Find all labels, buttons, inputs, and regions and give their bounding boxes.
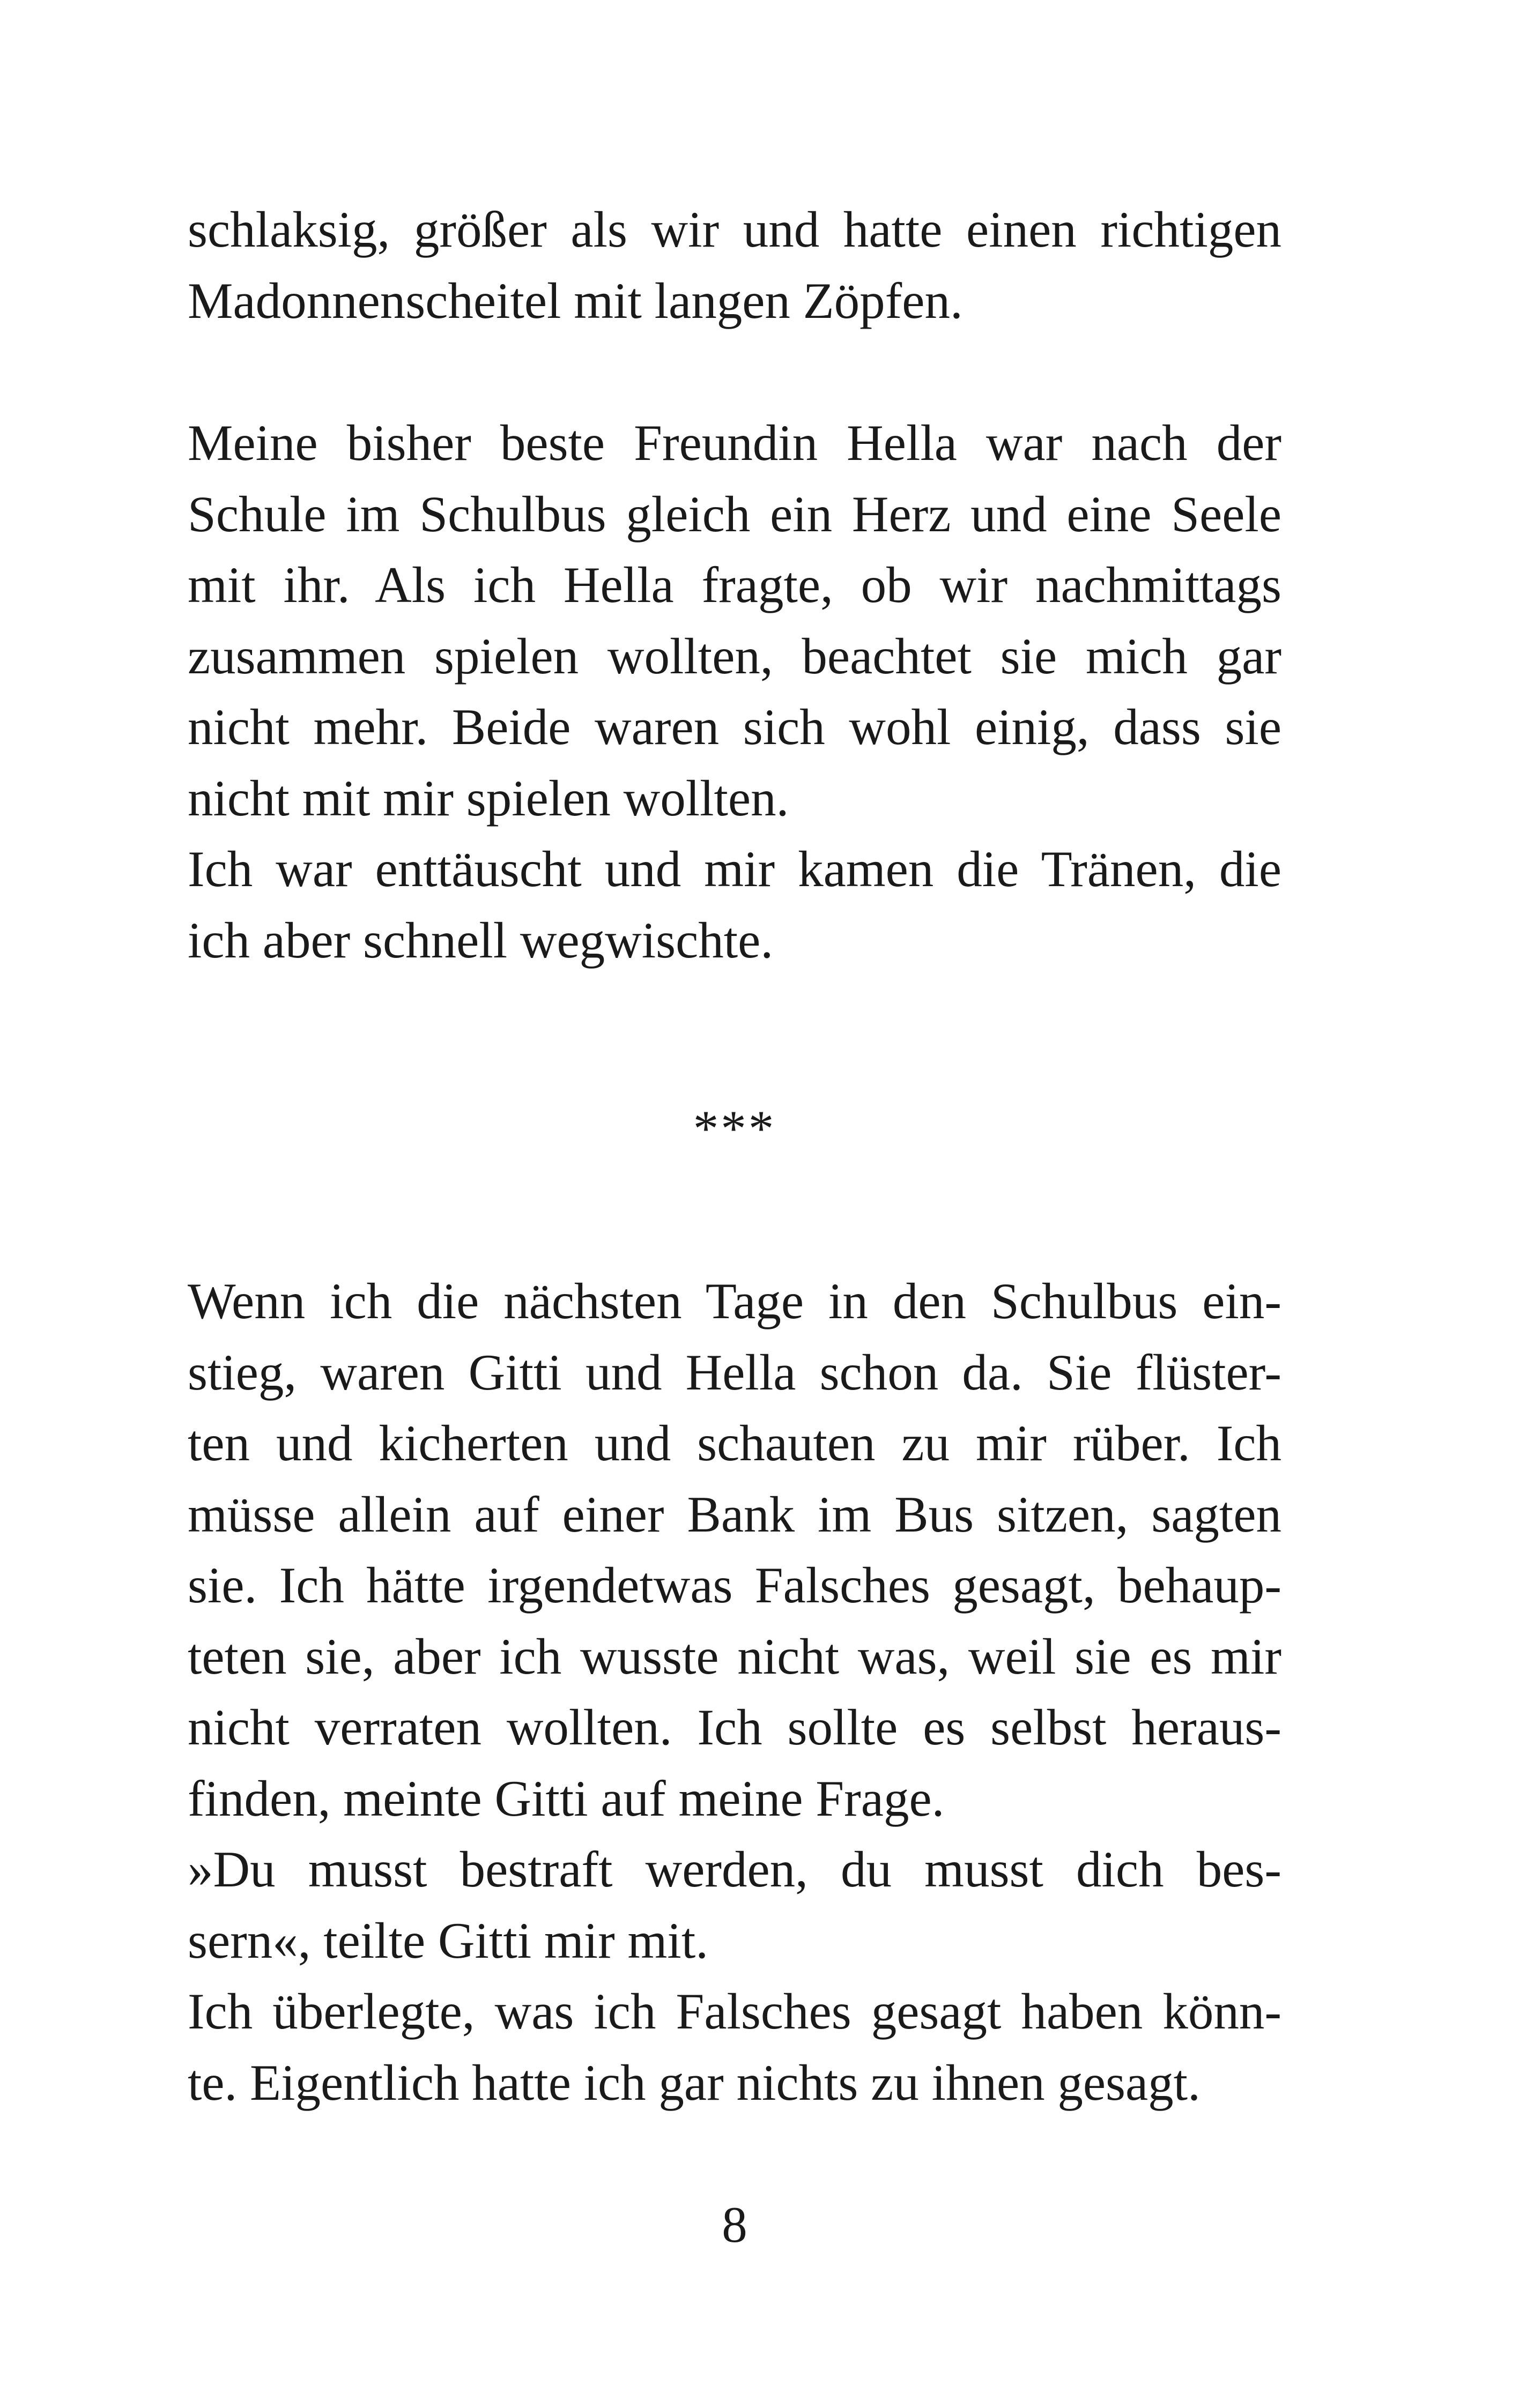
- text-line: te. Eigentlich hatte ich gar nichts zu ihnen gesagt.: [188, 2054, 1201, 2111]
- text-line: mit ihr. Als ich Hella fragte, ob wir nachmittags: [188, 556, 1281, 613]
- text-line: zusammen spielen wollten, beachtet sie mich gar: [188, 627, 1281, 685]
- text-line: nicht mehr. Beide waren sich wohl einig, dass sie: [188, 698, 1281, 755]
- text-line: Ich war enttäuscht und mir kamen die Tränen, die: [188, 841, 1281, 897]
- text-line: Meine bisher beste Freundin Hella war nach der: [188, 414, 1281, 471]
- paragraph-1: [188, 194, 1281, 336]
- text-line: schlaksig, größer als wir und hatte einen richtigen: [188, 201, 1281, 258]
- text-line: teten sie, aber ich wusste nicht was, weil sie es mir: [188, 1627, 1281, 1685]
- text-line: ich aber schnell wegwischte.: [188, 911, 774, 969]
- text-line: ten und kicherten und schauten zu mir rüber. Ich: [188, 1415, 1281, 1471]
- text-line: Madonnenscheitel mit langen Zöpfen.: [188, 272, 963, 329]
- text-line: sie. Ich hätte irgendetwas Falsches gesagt, behaup-: [188, 1557, 1281, 1614]
- text-line: Ich überlegte, was ich Falsches gesagt haben könn-: [188, 1983, 1281, 2040]
- text-line: müsse allein auf einer Bank im Bus sitzen, sagten: [188, 1485, 1281, 1543]
- paragraph-2: [188, 407, 1281, 976]
- paragraph-3: [188, 1266, 1281, 2118]
- page-number: 8: [722, 2196, 747, 2253]
- text-line: Schule im Schulbus gleich ein Herz und eine Seele: [188, 485, 1281, 542]
- text-line: sern«, teilte Gitti mir mit.: [188, 1912, 708, 1969]
- text-line: Wenn ich die nächsten Tage in den Schulbus ein-: [188, 1273, 1281, 1329]
- text-line: finden, meinte Gitti auf meine Frage.: [188, 1770, 945, 1827]
- text-line: nicht verraten wollten. Ich sollte es selbst heraus-: [188, 1699, 1281, 1756]
- text-line: stieg, waren Gitti und Hella schon da. Sie flüster-: [188, 1343, 1281, 1401]
- section-separator: ***: [693, 1100, 776, 1157]
- text-line: »Du musst bestraft werden, du musst dich bes-: [188, 1841, 1281, 1898]
- text-line: nicht mit mir spielen wollten.: [188, 769, 789, 827]
